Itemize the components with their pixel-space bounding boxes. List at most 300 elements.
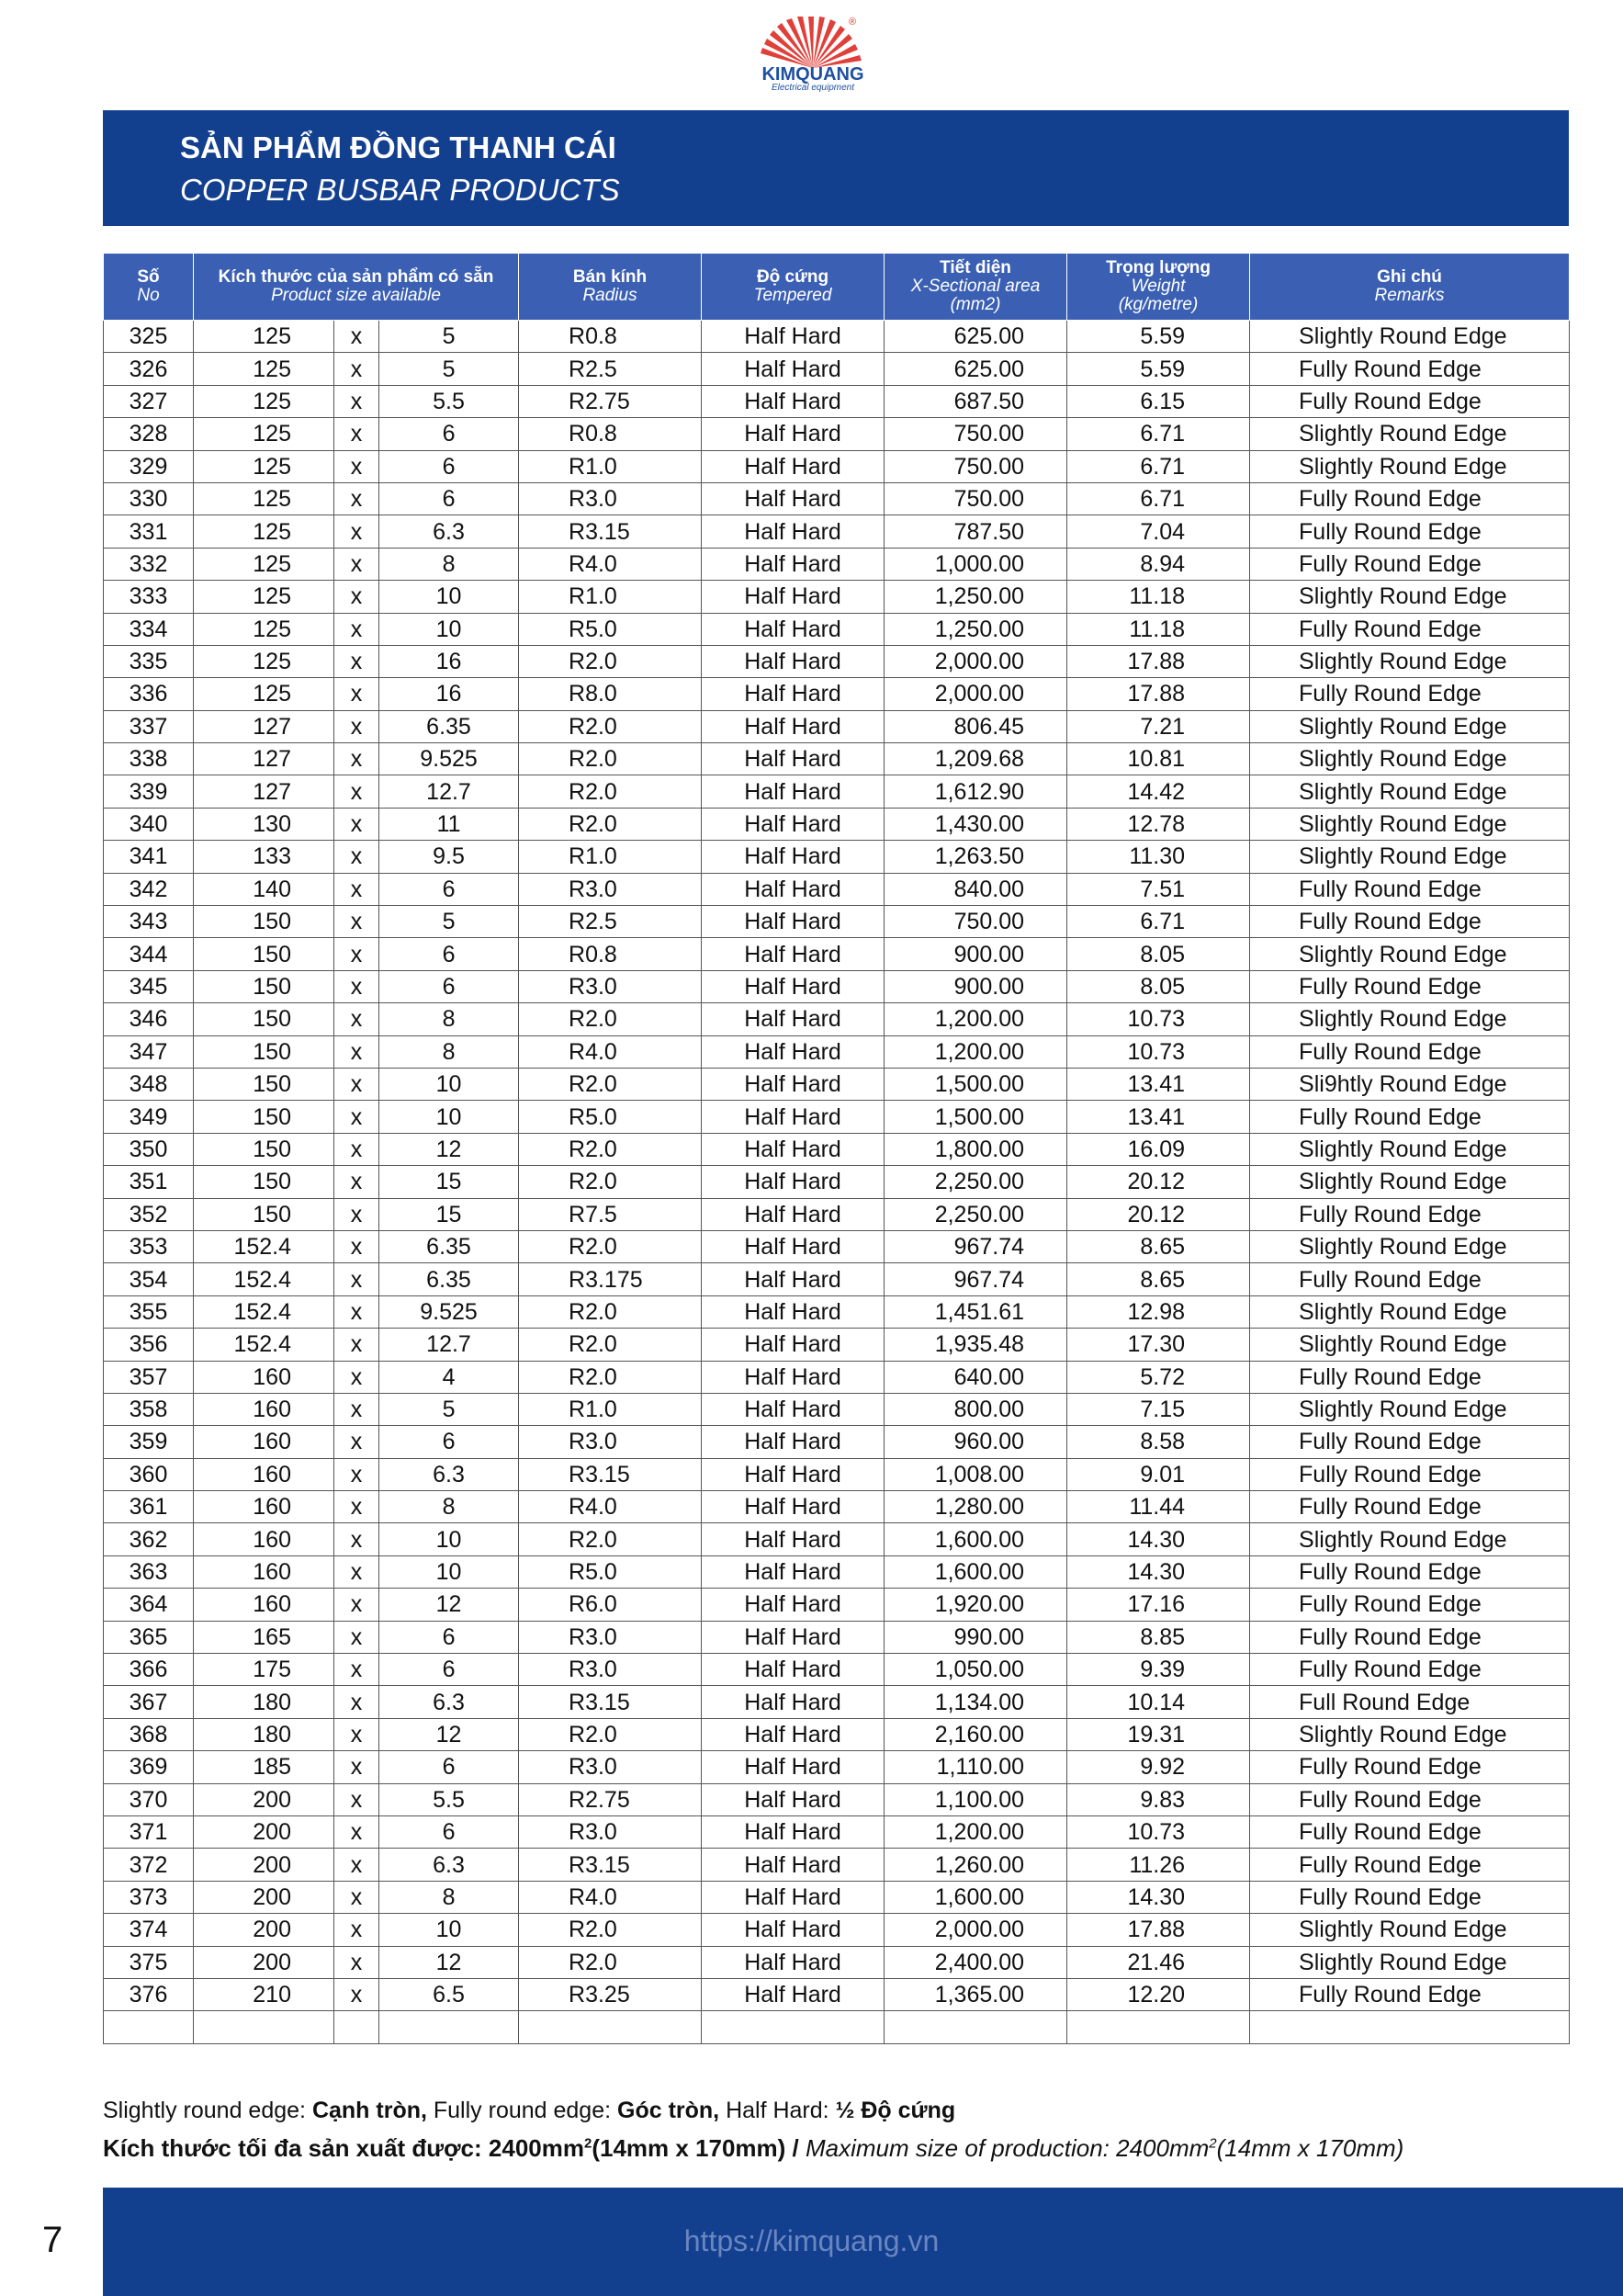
cell-weight: 17.88: [1067, 678, 1250, 710]
cell-no: 354: [104, 1263, 194, 1295]
cell-times: x: [334, 1491, 379, 1523]
cell-tempered: Half Hard: [702, 515, 885, 548]
cell-times: x: [334, 1101, 379, 1133]
cell-remarks: Slightly Round Edge: [1250, 1718, 1570, 1750]
cell-remarks: Fully Round Edge: [1250, 1654, 1570, 1686]
cell-tempered: Half Hard: [702, 1881, 885, 1913]
cell-radius: R4.0: [519, 1035, 702, 1068]
cell-tempered: Half Hard: [702, 1654, 885, 1686]
cell-times: x: [334, 1230, 379, 1262]
cell-width: 133: [194, 841, 334, 873]
cell-tempered: Half Hard: [702, 1133, 885, 1165]
cell-remarks: Fully Round Edge: [1250, 1881, 1570, 1913]
cell-remarks: Slightly Round Edge: [1250, 775, 1570, 808]
cell-radius: R3.0: [519, 1815, 702, 1848]
cell-width: 152.4: [194, 1230, 334, 1262]
cell-no: 369: [104, 1751, 194, 1783]
cell-times: x: [334, 808, 379, 840]
col-header-size: Kích thước của sản phẩm có sẵn Product size available: [194, 254, 519, 321]
cell-no: 362: [104, 1523, 194, 1555]
cell-times: x: [334, 1393, 379, 1425]
cell-width: 160: [194, 1589, 334, 1621]
cell-width: 150: [194, 938, 334, 970]
cell-remarks: Fully Round Edge: [1250, 1589, 1570, 1621]
cell-weight: 14.30: [1067, 1555, 1250, 1588]
cell-remarks: Fully Round Edge: [1250, 1198, 1570, 1230]
cell-no: 340: [104, 808, 194, 840]
table-row: [104, 548, 1570, 580]
cell-area: 687.50: [885, 385, 1067, 417]
cell-width: 152.4: [194, 1263, 334, 1295]
cell-radius: R0.8: [519, 321, 702, 353]
cell-width: 125: [194, 645, 334, 677]
cell-tempered: Half Hard: [702, 873, 885, 905]
cell-remarks: Fully Round Edge: [1250, 1101, 1570, 1133]
cell-no: 333: [104, 581, 194, 613]
cell-tempered: Half Hard: [702, 1003, 885, 1035]
cell-radius: R8.0: [519, 678, 702, 710]
cell-times: x: [334, 1263, 379, 1295]
cell-width: 200: [194, 1914, 334, 1946]
cell-width: 160: [194, 1523, 334, 1555]
cell-weight: 12.20: [1067, 1978, 1250, 2010]
cell-weight: 20.12: [1067, 1198, 1250, 1230]
cell-weight: 13.41: [1067, 1068, 1250, 1100]
cell-width: 200: [194, 1849, 334, 1881]
cell-remarks: Fully Round Edge: [1250, 548, 1570, 580]
cell-no: 339: [104, 775, 194, 808]
cell-remarks: Fully Round Edge: [1250, 1621, 1570, 1653]
table-row: [104, 1068, 1570, 1100]
cell-area: 750.00: [885, 450, 1067, 482]
cell-weight: 11.44: [1067, 1491, 1250, 1523]
cell-times: x: [334, 1914, 379, 1946]
cell-no: 371: [104, 1815, 194, 1848]
cell-tempered: Half Hard: [702, 970, 885, 1002]
cell-radius: R4.0: [519, 548, 702, 580]
cell-thickness: 10: [379, 1555, 519, 1588]
cell-weight: 8.58: [1067, 1426, 1250, 1458]
table-row: [104, 1654, 1570, 1686]
table-row: [104, 1230, 1570, 1262]
cell-times: x: [334, 353, 379, 385]
cell-thickness: 8: [379, 1491, 519, 1523]
cell-thickness: 10: [379, 581, 519, 613]
cell-thickness: 6.3: [379, 1849, 519, 1881]
cell-area: 1,600.00: [885, 1523, 1067, 1555]
cell-weight: 6.15: [1067, 385, 1250, 417]
cell-weight: 8.05: [1067, 938, 1250, 970]
cell-thickness: 8: [379, 548, 519, 580]
cell-times: x: [334, 1978, 379, 2010]
cell-area: 967.74: [885, 1230, 1067, 1262]
cell-remarks: Slightly Round Edge: [1250, 645, 1570, 677]
cell-no: 331: [104, 515, 194, 548]
cell-weight: 17.30: [1067, 1329, 1250, 1361]
cell-thickness: 5: [379, 906, 519, 938]
col-header-tempered: Độ cứng Tempered: [702, 254, 885, 321]
table-row: [104, 743, 1570, 775]
table-row: [104, 678, 1570, 710]
table-row: [104, 1166, 1570, 1198]
cell-times: x: [334, 775, 379, 808]
cell-no: 358: [104, 1393, 194, 1425]
cell-no: 359: [104, 1426, 194, 1458]
cell-no: 343: [104, 906, 194, 938]
cell-area: 1,920.00: [885, 1589, 1067, 1621]
table-row: [104, 873, 1570, 905]
table-row: [104, 1914, 1570, 1946]
cell-times: x: [334, 743, 379, 775]
cell-thickness: 6.3: [379, 1458, 519, 1490]
cell-width: 125: [194, 581, 334, 613]
cell-tempered: Half Hard: [702, 841, 885, 873]
cell-width: 200: [194, 1815, 334, 1848]
cell-tempered: Half Hard: [702, 1914, 885, 1946]
cell-thickness: 8: [379, 1003, 519, 1035]
cell-no: 357: [104, 1361, 194, 1393]
cell-width: 140: [194, 873, 334, 905]
cell-remarks: Slightly Round Edge: [1250, 450, 1570, 482]
cell-remarks: Slightly Round Edge: [1250, 1523, 1570, 1555]
cell-weight: 7.04: [1067, 515, 1250, 548]
cell-no: 363: [104, 1555, 194, 1588]
cell-area: 800.00: [885, 1393, 1067, 1425]
cell-weight: 7.15: [1067, 1393, 1250, 1425]
cell-times: x: [334, 1881, 379, 1913]
cell-remarks: Slightly Round Edge: [1250, 743, 1570, 775]
cell-radius: R2.75: [519, 1783, 702, 1815]
cell-no: 360: [104, 1458, 194, 1490]
cell-radius: R5.0: [519, 1555, 702, 1588]
cell-thickness: 6.3: [379, 515, 519, 548]
cell-width: 150: [194, 1003, 334, 1035]
table-row: [104, 1426, 1570, 1458]
cell-times: x: [334, 1133, 379, 1165]
cell-tempered: Half Hard: [702, 1946, 885, 1978]
cell-tempered: Half Hard: [702, 353, 885, 385]
cell-remarks: Fully Round Edge: [1250, 1426, 1570, 1458]
cell-remarks: Full Round Edge: [1250, 1686, 1570, 1718]
cell-times: x: [334, 841, 379, 873]
cell-radius: R0.8: [519, 938, 702, 970]
logo-tagline: Electrical equipment: [771, 83, 855, 93]
cell-thickness: 5: [379, 1393, 519, 1425]
cell-radius: R4.0: [519, 1491, 702, 1523]
cell-no: 370: [104, 1783, 194, 1815]
cell-width: 125: [194, 385, 334, 417]
cell-no: 356: [104, 1329, 194, 1361]
cell-area: 1,209.68: [885, 743, 1067, 775]
cell-times: x: [334, 450, 379, 482]
cell-times: x: [334, 710, 379, 742]
cell-no: 338: [104, 743, 194, 775]
cell-weight: 8.94: [1067, 548, 1250, 580]
cell-thickness: 5.5: [379, 385, 519, 417]
cell-times: x: [334, 1815, 379, 1848]
cell-area: 1,280.00: [885, 1491, 1067, 1523]
page-subtitle: COPPER BUSBAR PRODUCTS: [180, 173, 620, 207]
cell-width: 160: [194, 1491, 334, 1523]
cell-width: 130: [194, 808, 334, 840]
cell-remarks: Fully Round Edge: [1250, 678, 1570, 710]
cell-tempered: Half Hard: [702, 1751, 885, 1783]
cell-weight: 19.31: [1067, 1718, 1250, 1750]
cell-radius: R2.5: [519, 906, 702, 938]
col-header-remarks: Ghi chú Remarks: [1250, 254, 1570, 321]
cell-radius: R3.15: [519, 515, 702, 548]
cell-radius: R0.8: [519, 418, 702, 450]
cell-weight: 8.65: [1067, 1230, 1250, 1262]
cell-remarks: Fully Round Edge: [1250, 1555, 1570, 1588]
cell-area: 967.74: [885, 1263, 1067, 1295]
cell-tempered: Half Hard: [702, 1198, 885, 1230]
legend-note: Slightly round edge: Cạnh tròn, Fully round edge: Góc tròn, Half Hard: ½ Độ cứng: [103, 2098, 956, 2123]
table-row: [104, 1686, 1570, 1718]
cell-radius: R3.15: [519, 1849, 702, 1881]
cell-remarks: Fully Round Edge: [1250, 613, 1570, 645]
cell-radius: R2.0: [519, 808, 702, 840]
cell-times: x: [334, 873, 379, 905]
cell-remarks: Sli9htly Round Edge: [1250, 1068, 1570, 1100]
cell-area: 2,000.00: [885, 678, 1067, 710]
cell-thickness: 12: [379, 1589, 519, 1621]
cell-thickness: [379, 2011, 519, 2043]
cell-weight: 6.71: [1067, 450, 1250, 482]
cell-area: 2,160.00: [885, 1718, 1067, 1750]
cell-tempered: Half Hard: [702, 808, 885, 840]
cell-tempered: Half Hard: [702, 1849, 885, 1881]
cell-width: 175: [194, 1654, 334, 1686]
cell-tempered: Half Hard: [702, 1978, 885, 2010]
cell-thickness: 4: [379, 1361, 519, 1393]
cell-tempered: Half Hard: [702, 450, 885, 482]
cell-tempered: Half Hard: [702, 1523, 885, 1555]
table-row: [104, 353, 1570, 385]
cell-radius: R3.0: [519, 1654, 702, 1686]
cell-radius: R2.0: [519, 1946, 702, 1978]
table-row: [104, 1849, 1570, 1881]
table-body: [104, 321, 1570, 2044]
cell-remarks: Slightly Round Edge: [1250, 1329, 1570, 1361]
cell-width: 165: [194, 1621, 334, 1653]
busbar-table: [103, 253, 1570, 2044]
table-row: [104, 418, 1570, 450]
cell-no: 368: [104, 1718, 194, 1750]
cell-width: 160: [194, 1458, 334, 1490]
cell-radius: R1.0: [519, 841, 702, 873]
cell-area: 1,250.00: [885, 613, 1067, 645]
cell-tempered: Half Hard: [702, 1361, 885, 1393]
cell-no: 346: [104, 1003, 194, 1035]
cell-area: 806.45: [885, 710, 1067, 742]
cell-tempered: Half Hard: [702, 906, 885, 938]
cell-weight: 17.88: [1067, 645, 1250, 677]
cell-width: 127: [194, 743, 334, 775]
cell-radius: R3.0: [519, 1621, 702, 1653]
cell-radius: R3.0: [519, 1751, 702, 1783]
table-row: [104, 1621, 1570, 1653]
table-row: [104, 1263, 1570, 1295]
cell-remarks: Slightly Round Edge: [1250, 938, 1570, 970]
table-row: [104, 906, 1570, 938]
cell-remarks: Fully Round Edge: [1250, 873, 1570, 905]
cell-tempered: Half Hard: [702, 1555, 885, 1588]
cell-no: 327: [104, 385, 194, 417]
cell-width: 125: [194, 482, 334, 515]
cell-width: 160: [194, 1393, 334, 1425]
cell-width: 180: [194, 1718, 334, 1750]
cell-times: x: [334, 1783, 379, 1815]
table-row: [104, 645, 1570, 677]
cell-thickness: 6: [379, 938, 519, 970]
cell-tempered: [702, 2011, 885, 2043]
cell-remarks: Slightly Round Edge: [1250, 1166, 1570, 1198]
table-row: [104, 450, 1570, 482]
table-row: [104, 1751, 1570, 1783]
website-link[interactable]: https://kimquang.vn: [683, 2224, 940, 2257]
cell-width: 200: [194, 1946, 334, 1978]
cell-area: 1,250.00: [885, 581, 1067, 613]
cell-radius: R5.0: [519, 1101, 702, 1133]
cell-radius: R2.75: [519, 385, 702, 417]
cell-width: 125: [194, 353, 334, 385]
cell-weight: 14.42: [1067, 775, 1250, 808]
cell-width: 210: [194, 1978, 334, 2010]
cell-radius: R3.0: [519, 970, 702, 1002]
cell-weight: 20.12: [1067, 1166, 1250, 1198]
cell-thickness: 16: [379, 678, 519, 710]
cell-area: 625.00: [885, 353, 1067, 385]
cell-weight: 6.71: [1067, 906, 1250, 938]
cell-area: 1,100.00: [885, 1783, 1067, 1815]
cell-width: 125: [194, 678, 334, 710]
cell-times: x: [334, 385, 379, 417]
cell-remarks: Fully Round Edge: [1250, 353, 1570, 385]
cell-weight: 10.73: [1067, 1815, 1250, 1848]
cell-tempered: Half Hard: [702, 613, 885, 645]
cell-thickness: 6: [379, 1654, 519, 1686]
cell-times: x: [334, 645, 379, 677]
cell-weight: 17.16: [1067, 1589, 1250, 1621]
cell-no: 334: [104, 613, 194, 645]
cell-weight: 5.72: [1067, 1361, 1250, 1393]
cell-weight: 21.46: [1067, 1946, 1250, 1978]
table-row: [104, 515, 1570, 548]
cell-no: 375: [104, 1946, 194, 1978]
cell-remarks: Slightly Round Edge: [1250, 321, 1570, 353]
cell-radius: R3.175: [519, 1263, 702, 1295]
cell-thickness: 12.7: [379, 1329, 519, 1361]
cell-times: x: [334, 1166, 379, 1198]
cell-radius: R3.0: [519, 873, 702, 905]
cell-width: 150: [194, 906, 334, 938]
cell-area: 750.00: [885, 906, 1067, 938]
cell-no: 366: [104, 1654, 194, 1686]
cell-area: 1,500.00: [885, 1101, 1067, 1133]
cell-weight: 8.05: [1067, 970, 1250, 1002]
cell-no: 341: [104, 841, 194, 873]
cell-thickness: 5: [379, 321, 519, 353]
cell-times: x: [334, 906, 379, 938]
cell-weight: 6.71: [1067, 482, 1250, 515]
cell-weight: 10.73: [1067, 1035, 1250, 1068]
cell-weight: 8.65: [1067, 1263, 1250, 1295]
cell-area: 1,451.61: [885, 1295, 1067, 1328]
cell-radius: R2.0: [519, 775, 702, 808]
footer-bar: [103, 2188, 1623, 2296]
cell-thickness: 6.35: [379, 1263, 519, 1295]
cell-thickness: 9.525: [379, 1295, 519, 1328]
cell-width: 150: [194, 1101, 334, 1133]
cell-remarks: Slightly Round Edge: [1250, 418, 1570, 450]
cell-thickness: 15: [379, 1166, 519, 1198]
cell-width: 125: [194, 613, 334, 645]
cell-remarks: Slightly Round Edge: [1250, 1003, 1570, 1035]
cell-no: 332: [104, 548, 194, 580]
cell-weight: 12.98: [1067, 1295, 1250, 1328]
cell-no: 344: [104, 938, 194, 970]
cell-radius: R5.0: [519, 613, 702, 645]
cell-thickness: 15: [379, 1198, 519, 1230]
cell-tempered: Half Hard: [702, 1393, 885, 1425]
cell-no: 348: [104, 1068, 194, 1100]
cell-times: x: [334, 1068, 379, 1100]
cell-times: x: [334, 970, 379, 1002]
table-row: [104, 1783, 1570, 1815]
cell-width: 127: [194, 775, 334, 808]
cell-weight: 14.30: [1067, 1881, 1250, 1913]
table-row: [104, 1458, 1570, 1490]
cell-thickness: 6.35: [379, 710, 519, 742]
cell-radius: R2.0: [519, 1329, 702, 1361]
cell-width: 160: [194, 1555, 334, 1588]
cell-remarks: Slightly Round Edge: [1250, 1133, 1570, 1165]
cell-tempered: Half Hard: [702, 743, 885, 775]
cell-radius: R6.0: [519, 1589, 702, 1621]
table-row: [104, 775, 1570, 808]
cell-area: 2,000.00: [885, 645, 1067, 677]
cell-width: 127: [194, 710, 334, 742]
cell-width: 200: [194, 1783, 334, 1815]
table-row: [104, 970, 1570, 1002]
cell-thickness: 6: [379, 873, 519, 905]
cell-weight: 8.85: [1067, 1621, 1250, 1653]
cell-remarks: Fully Round Edge: [1250, 515, 1570, 548]
cell-thickness: 6: [379, 1426, 519, 1458]
cell-times: x: [334, 1361, 379, 1393]
cell-radius: R2.0: [519, 1914, 702, 1946]
cell-area: 900.00: [885, 938, 1067, 970]
cell-weight: 9.39: [1067, 1654, 1250, 1686]
cell-radius: R2.0: [519, 1003, 702, 1035]
cell-area: 840.00: [885, 873, 1067, 905]
cell-thickness: 10: [379, 1523, 519, 1555]
cell-thickness: 6: [379, 1751, 519, 1783]
cell-remarks: Fully Round Edge: [1250, 1361, 1570, 1393]
table-row: [104, 710, 1570, 742]
cell-remarks: Fully Round Edge: [1250, 482, 1570, 515]
cell-no: 372: [104, 1849, 194, 1881]
cell-radius: R3.15: [519, 1458, 702, 1490]
cell-tempered: Half Hard: [702, 482, 885, 515]
cell-times: x: [334, 1946, 379, 1978]
cell-times: x: [334, 1718, 379, 1750]
cell-area: 1,260.00: [885, 1849, 1067, 1881]
cell-remarks: Fully Round Edge: [1250, 906, 1570, 938]
cell-times: x: [334, 1458, 379, 1490]
company-logo: [753, 17, 873, 94]
